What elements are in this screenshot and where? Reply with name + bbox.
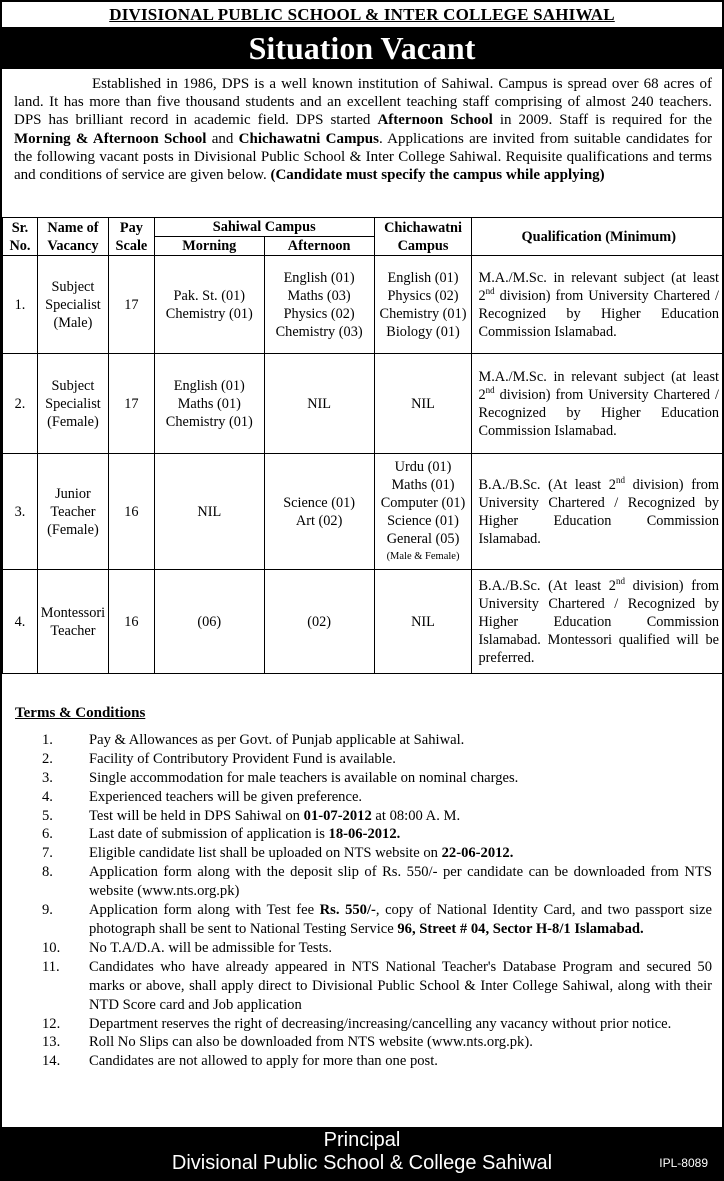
- vacancy-table: [2, 217, 724, 674]
- header-morning: Morning: [154, 237, 264, 256]
- vacancy-line: Subject: [51, 377, 95, 394]
- term-text: [89, 731, 712, 750]
- chichawatni-line: Urdu (01): [394, 458, 452, 475]
- sr-no-cell: 3.: [3, 454, 38, 570]
- term-item: [15, 1015, 712, 1034]
- situation-vacant-banner: Situation Vacant: [2, 27, 722, 69]
- term-item: [15, 958, 712, 1015]
- morning-line: Pak. St. (01): [173, 287, 246, 304]
- qualification-text-rest: division) from University Chartered / Recognized by Higher Education Commission Islamabad.: [478, 386, 719, 439]
- footer-school-name: Divisional Public School & College Sahiwal: [171, 1152, 553, 1174]
- term-item: [15, 807, 712, 826]
- afternoon-cell: [264, 454, 374, 570]
- term-text: [89, 863, 712, 901]
- term-text-body: Facility of Contributory Provident Fund is available.: [89, 750, 396, 767]
- term-text-body: Experienced teachers will be given preference.: [89, 788, 363, 805]
- terms-section: [2, 704, 722, 1071]
- term-number: 13.: [42, 1034, 61, 1051]
- term-text-body: Application form along with the deposit slip of Rs. 550/- per candidate can be downloaded from NTS website (www.nts.org.pk): [89, 864, 712, 900]
- term-number: 6.: [42, 826, 53, 843]
- afternoon-line: Maths (03): [287, 287, 351, 304]
- afternoon-line: (02): [307, 613, 332, 630]
- term-text-body: Candidates who have already appeared in NTS National Teacher's Database Program and secured 50 marks or above, shall apply direct to Divisional Public School & Inter College Sahiwal, along with their NTD Score card and Job application: [89, 958, 712, 1013]
- qualification-text: M.A./M.Sc. in relevant subject (at least 2: [478, 368, 719, 403]
- qualification-cell: [472, 570, 724, 674]
- vacancy-line: Teacher: [50, 622, 96, 639]
- vacancy-row: [3, 256, 724, 354]
- chichawatni-line: General (05): [386, 530, 460, 547]
- chichawatni-line: Physics (02): [387, 287, 459, 304]
- term-text-body: Last date of submission of application is: [89, 826, 329, 843]
- chichawatni-line: NIL: [411, 395, 435, 412]
- term-number: 2.: [42, 750, 53, 767]
- vacancy-line: Specialist: [45, 395, 101, 412]
- term-item: [15, 788, 712, 807]
- vacancy-line: Specialist: [45, 296, 101, 313]
- intro-text-3: and: [206, 130, 239, 147]
- term-item: [15, 939, 712, 958]
- qualification-cell: [472, 354, 724, 454]
- term-text: [89, 788, 712, 807]
- morning-cell: [154, 354, 264, 454]
- header-sr-no: Sr. No.: [3, 218, 38, 256]
- chichawatni-line: Chemistry (01): [379, 305, 467, 322]
- chichawatni-cell: [374, 354, 472, 454]
- morning-cell: [154, 454, 264, 570]
- morning-cell: [154, 570, 264, 674]
- header-chichawatni-campus: Chichawatni Campus: [374, 218, 472, 256]
- term-text-body: Roll No Slips can also be downloaded from NTS website (www.nts.org.pk).: [89, 1034, 533, 1051]
- term-item: [15, 1052, 712, 1071]
- pay-scale-cell: 16: [108, 570, 154, 674]
- ordinal-suffix: nd: [485, 384, 495, 395]
- qualification-cell: [472, 256, 724, 354]
- term-bold-text: 22-06-2012.: [441, 845, 514, 862]
- term-number: 7.: [42, 845, 53, 862]
- vacancy-name-cell: [37, 570, 108, 674]
- term-item: [15, 901, 712, 939]
- qualification-cell: [472, 454, 724, 570]
- intro-text-1: Established in 1986, DPS is a well known institution of Sahiwal. Campus is spread over 68 acres of land. It has more than five thousand students and an excellent teaching staff comprising of almost 240 teachers. DPS has brilliant record in academic field. DPS started: [14, 76, 712, 129]
- intro-text-2: in 2009. Staff is required for the: [492, 112, 712, 129]
- term-number: 10.: [42, 939, 61, 956]
- term-number: 4.: [42, 788, 53, 805]
- chichawatni-line: Computer (01): [380, 494, 466, 511]
- term-text: [89, 1052, 712, 1071]
- intro-bold-3: Chichawatni Campus: [238, 130, 379, 147]
- qualification-text: B.A./B.Sc. (At least 2: [478, 476, 616, 493]
- vacancy-name-cell: [37, 454, 108, 570]
- afternoon-line: Physics (02): [283, 305, 355, 322]
- header-afternoon: Afternoon: [264, 237, 374, 256]
- term-number: 14.: [42, 1053, 61, 1070]
- term-text: [89, 825, 712, 844]
- header-vacancy: Name of Vacancy: [37, 218, 108, 256]
- term-number: 3.: [42, 769, 53, 786]
- chichawatni-line: NIL: [411, 613, 435, 630]
- terms-list: [15, 731, 712, 1071]
- qualification-text-rest: division) from University Chartered / Recognized by Higher Education Commission Islamabad. Montessori qualified will be preferred.: [478, 577, 719, 666]
- term-bold-text: 01-07-2012: [303, 807, 372, 824]
- vacancy-row: [3, 354, 724, 454]
- ordinal-suffix: nd: [485, 285, 495, 296]
- qualification-text-rest: division) from University Chartered / Recognized by Higher Education Commission Islamabad.: [478, 476, 719, 547]
- chichawatni-line: Biology (01): [386, 323, 460, 340]
- term-text: [89, 844, 712, 863]
- intro-paragraph: [2, 69, 722, 217]
- sr-no-cell: 4.: [3, 570, 38, 674]
- term-text: [89, 807, 712, 826]
- term-number: 8.: [42, 864, 53, 881]
- chichawatni-line: Maths (01): [391, 476, 455, 493]
- morning-line: Chemistry (01): [165, 305, 253, 322]
- footer-principal: Principal: [323, 1129, 401, 1151]
- afternoon-cell: [264, 570, 374, 674]
- qualification-text: M.A./M.Sc. in relevant subject (at least 2: [478, 269, 719, 304]
- afternoon-line: Science (01): [283, 494, 356, 511]
- footer-ad-code: IPL-8089: [659, 1156, 708, 1170]
- term-item: [15, 844, 712, 863]
- vacancy-name-cell: [37, 256, 108, 354]
- vacancy-line: (Male): [53, 314, 93, 331]
- qualification-text: B.A./B.Sc. (At least 2: [478, 577, 616, 594]
- ordinal-suffix: nd: [615, 575, 625, 586]
- morning-cell: [154, 256, 264, 354]
- ordinal-suffix: nd: [615, 474, 625, 485]
- terms-heading: Terms & Conditions: [15, 705, 146, 721]
- footer-signature-bar: [2, 1127, 722, 1179]
- term-text: [89, 1033, 712, 1052]
- institution-title: DIVISIONAL PUBLIC SCHOOL & INTER COLLEGE SAHIWAL: [109, 5, 615, 24]
- term-number: 1.: [42, 731, 53, 748]
- term-text: [89, 939, 712, 958]
- term-text-body: Application form along with Test fee: [89, 902, 320, 919]
- intro-bold-4: (Candidate must specify the campus while applying): [270, 167, 605, 184]
- intro-bold-1: Afternoon School: [377, 112, 493, 129]
- term-number: 11.: [42, 958, 60, 975]
- morning-line: English (01): [173, 377, 245, 394]
- afternoon-line: Art (02): [295, 512, 343, 529]
- chichawatni-cell: [374, 570, 472, 674]
- term-number: 5.: [42, 807, 53, 824]
- term-text-body: Eligible candidate list shall be uploaded on NTS website on: [89, 845, 442, 862]
- chichawatni-note: (Male & Female): [386, 550, 460, 562]
- vacancy-row: [3, 454, 724, 570]
- morning-line: Maths (01): [177, 395, 241, 412]
- term-text-rest: at 08:00 A. M.: [371, 807, 461, 824]
- term-item: [15, 750, 712, 769]
- sr-no-cell: 1.: [3, 256, 38, 354]
- pay-scale-cell: 17: [108, 256, 154, 354]
- term-item: [15, 825, 712, 844]
- term-text: [89, 769, 712, 788]
- pay-scale-cell: 16: [108, 454, 154, 570]
- term-bold-text: Rs. 550/-: [319, 902, 376, 919]
- afternoon-line: Chemistry (03): [275, 323, 363, 340]
- morning-line: (06): [197, 613, 222, 630]
- term-item: [15, 863, 712, 901]
- term-item: [15, 731, 712, 750]
- pay-scale-cell: 17: [108, 354, 154, 454]
- term-number: 12.: [42, 1015, 61, 1032]
- vacancy-name-cell: [37, 354, 108, 454]
- vacancy-row: [3, 570, 724, 674]
- morning-line: NIL: [197, 503, 222, 520]
- intro-bold-2: Morning & Afternoon School: [14, 130, 207, 147]
- term-text-body: Pay & Allowances as per Govt. of Punjab applicable at Sahiwal.: [89, 731, 465, 748]
- afternoon-line: English (01): [283, 269, 355, 286]
- term-text-rest: , copy of National Identity Card, and two passport size photograph shall be sent to National Testing Service: [89, 902, 713, 937]
- term-text-body: Candidates are not allowed to apply for more than one post.: [89, 1053, 438, 1070]
- qualification-text-rest: division) from University Chartered / Recognized by Higher Education Commission Islamabad.: [478, 287, 719, 340]
- vacancy-line: Montessori: [40, 604, 106, 621]
- chichawatni-cell: [374, 256, 472, 354]
- term-item: [15, 769, 712, 788]
- term-number: 9.: [42, 902, 53, 919]
- term-text: [89, 958, 712, 1015]
- sr-no-cell: 2.: [3, 354, 38, 454]
- header-sahiwal-campus: Sahiwal Campus: [154, 218, 374, 237]
- chichawatni-line: English (01): [387, 269, 459, 286]
- afternoon-line: NIL: [307, 395, 332, 412]
- vacancy-line: (Female): [47, 521, 99, 538]
- term-text: [89, 750, 712, 769]
- intro-text-4: . Applications are invited from suitable candidates for the following vacant posts in Divisional Public School & Inter College Sahiwal. Requisite qualifications and terms and conditions of service are given below.: [14, 130, 712, 184]
- vacancy-line: Subject: [51, 278, 95, 295]
- afternoon-cell: [264, 354, 374, 454]
- term-bold-text: 18-06-2012.: [328, 826, 401, 843]
- vacancy-line: (Female): [47, 413, 99, 430]
- term-text-body: Test will be held in DPS Sahiwal on: [89, 807, 304, 824]
- term-text-body: Department reserves the right of decreasing/increasing/cancelling any vacancy without prior notice.: [89, 1015, 672, 1032]
- header-qualification: Qualification (Minimum): [472, 218, 724, 256]
- term-text: [89, 1015, 712, 1034]
- vacancy-line: Junior: [55, 485, 91, 502]
- vacancy-line: Teacher: [50, 503, 96, 520]
- term-text: [89, 901, 712, 939]
- header-pay-scale: Pay Scale: [108, 218, 154, 256]
- chichawatni-line: Science (01): [387, 512, 459, 529]
- term-text-body: Single accommodation for male teachers is available on nominal charges.: [89, 769, 519, 786]
- morning-line: Chemistry (01): [165, 413, 253, 430]
- afternoon-cell: [264, 256, 374, 354]
- chichawatni-cell: [374, 454, 472, 570]
- term-text-body: No T.A/D.A. will be admissible for Tests.: [89, 939, 332, 956]
- term-item: [15, 1033, 712, 1052]
- term-bold-address: 96, Street # 04, Sector H-8/1 Islamabad.: [397, 920, 644, 937]
